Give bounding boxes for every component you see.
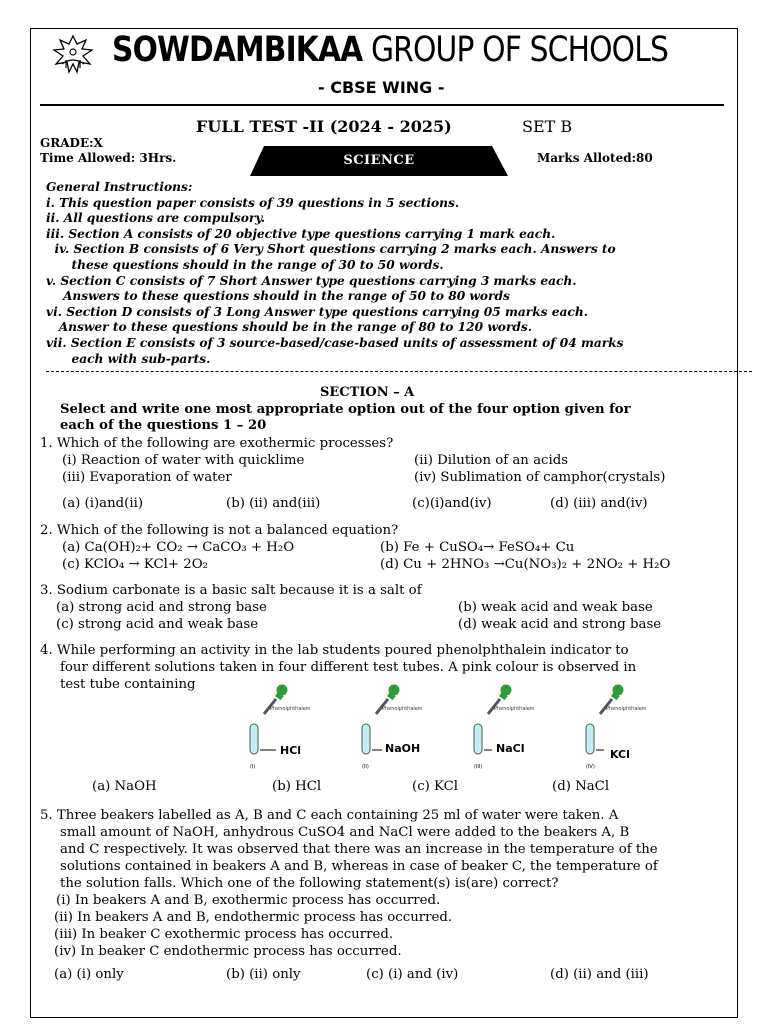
q3-option-d: (d) weak acid and strong base bbox=[458, 617, 662, 632]
q1-option-d: (d) (iii) and(iv) bbox=[550, 496, 648, 511]
q3-option-c: (c) strong acid and weak base bbox=[56, 617, 259, 632]
grade-label: GRADE:X bbox=[40, 136, 103, 150]
dropper-label: Phenolphthalein bbox=[606, 706, 647, 712]
instruction-line: these questions should in the range of 30 to 50 words. bbox=[46, 257, 444, 272]
school-name-rest: GROUP OF SCHOOLS bbox=[362, 30, 668, 70]
test-tube-4 bbox=[586, 685, 646, 771]
q3-option-a: (a) strong acid and strong base bbox=[56, 600, 267, 615]
q5-statement: (iii) In beaker C exothermic process has occurred. bbox=[54, 927, 394, 942]
instruction-line: v. Section C consists of 7 Short Answer type questions carrying 3 marks each. bbox=[46, 273, 577, 288]
dropper-label: Phenolphthalein bbox=[382, 706, 423, 712]
q5-text-line: the solution falls. Which one of the following statement(s) is(are) correct? bbox=[60, 876, 559, 891]
q4-option-c: (c) KCl bbox=[412, 779, 459, 794]
school-name bbox=[112, 30, 668, 70]
q3-text: 3. Sodium carbonate is a basic salt because it is a salt of bbox=[40, 583, 422, 598]
q5-option-a: (a) (i) only bbox=[54, 967, 124, 982]
tube-solution-label: KCl bbox=[610, 748, 630, 761]
marks-allotted: Marks Alloted:80 bbox=[537, 151, 653, 165]
q5-text-line: 5. Three beakers labelled as A, B and C each containing 25 ml of water were taken. A bbox=[40, 808, 619, 823]
q4-text-line: test tube containing bbox=[60, 677, 196, 692]
q5-text-line: and C respectively. It was observed that there was an increase in the temperature of the bbox=[60, 842, 658, 857]
dropper-label: Phenolphthalein bbox=[270, 706, 311, 712]
instructions-heading: General Instructions: bbox=[46, 180, 193, 194]
section-a-title: SECTION – A bbox=[320, 385, 415, 400]
section-instruction-line: each of the questions 1 – 20 bbox=[60, 418, 267, 433]
tube-number: (II) bbox=[362, 764, 369, 770]
q2-option-b: (b) Fe + CuSO₄→ FeSO₄+ Cu bbox=[380, 540, 575, 555]
tube-number: (I) bbox=[250, 764, 256, 770]
tube-number: (IV) bbox=[586, 764, 595, 770]
q5-option-b: (b) (ii) only bbox=[226, 967, 301, 982]
q2-option-a: (a) Ca(OH)₂+ CO₂ → CaCO₃ + H₂O bbox=[62, 540, 295, 555]
q1-statement: (iv) Sublimation of camphor(crystals) bbox=[414, 470, 666, 485]
section-instruction-line: Select and write one most appropriate option out of the four option given for bbox=[60, 402, 631, 417]
school-name-bold: SOWDAMBIKAA bbox=[112, 30, 363, 70]
test-tube-3 bbox=[474, 685, 534, 771]
instruction-line: vii. Section E consists of 3 source-based/case-based units of assessment of 04 marks bbox=[46, 335, 624, 350]
wing-label: - CBSE WING - bbox=[318, 78, 445, 97]
q4-text-line: 4. While performing an activity in the lab students poured phenolphthalein indicator to bbox=[40, 643, 629, 658]
instruction-line: ii. All questions are compulsory. bbox=[46, 211, 266, 226]
q5-statement: (i) In beakers A and B, exothermic process has occurred. bbox=[56, 893, 441, 908]
tube-solution-label: HCl bbox=[280, 744, 302, 757]
q5-option-c: (c) (i) and (iv) bbox=[366, 967, 459, 982]
q4-option-a: (a) NaOH bbox=[92, 779, 157, 794]
tube-number: (III) bbox=[474, 764, 483, 770]
q1-option-b: (b) (ii) and(iii) bbox=[226, 496, 321, 511]
q5-statement: (iv) In beaker C endothermic process has occurred. bbox=[54, 944, 402, 959]
q1-text: 1. Which of the following are exothermic processes? bbox=[40, 436, 394, 451]
q1-statement: (ii) Dilution of an acids bbox=[414, 453, 569, 468]
instruction-line: i. This question paper consists of 39 questions in 5 sections. bbox=[46, 195, 460, 210]
tube-solution-label: NaCl bbox=[496, 742, 525, 755]
instruction-line: Answers to these questions should in the range of 50 to 80 words bbox=[46, 289, 510, 304]
q3-option-b: (b) weak acid and weak base bbox=[458, 600, 653, 615]
dashed-divider bbox=[46, 371, 752, 372]
instruction-line: each with sub-parts. bbox=[46, 351, 211, 366]
q5-option-d: (d) (ii) and (iii) bbox=[550, 967, 649, 982]
tube-solution-label: NaOH bbox=[385, 742, 421, 755]
subject-title: SCIENCE bbox=[343, 153, 415, 168]
test-tube-1 bbox=[250, 685, 310, 771]
q4-option-d: (d) NaCl bbox=[552, 779, 610, 794]
q5-text-line: small amount of NaOH, anhydrous CuSO4 and NaCl were added to the beakers A, B bbox=[60, 825, 630, 840]
school-logo-icon bbox=[50, 34, 96, 74]
test-tube-2 bbox=[362, 685, 422, 771]
q2-option-c: (c) KClO₄ → KCl+ 2O₂ bbox=[62, 557, 208, 572]
q2-text: 2. Which of the following is not a balanced equation? bbox=[40, 523, 399, 538]
q2-option-d: (d) Cu + 2HNO₃ →Cu(NO₃)₂ + 2NO₂ + H₂O bbox=[380, 557, 671, 572]
q1-statement: (i) Reaction of water with quicklime bbox=[62, 453, 305, 468]
test-tubes-figure bbox=[240, 680, 660, 780]
instruction-line: vi. Section D consists of 3 Long Answer type questions carrying 05 marks each. bbox=[46, 304, 588, 319]
q5-statement: (ii) In beakers A and B, endothermic process has occurred. bbox=[54, 910, 453, 925]
instruction-line: iii. Section A consists of 20 objective type questions carrying 1 mark each. bbox=[46, 226, 556, 241]
q4-option-b: (b) HCl bbox=[272, 779, 322, 794]
q1-option-c: (c)(i)and(iv) bbox=[412, 496, 492, 511]
instruction-line: Answer to these questions should be in the range of 80 to 120 words. bbox=[46, 320, 532, 335]
test-title: FULL TEST -II (2024 - 2025) bbox=[196, 117, 452, 136]
q5-text-line: solutions contained in beakers A and B, whereas in case of beaker C, the temperature of bbox=[60, 859, 658, 874]
section-a-instructions bbox=[60, 402, 631, 434]
dropper-label: Phenolphthalein bbox=[494, 706, 535, 712]
q1-statement: (iii) Evaporation of water bbox=[62, 470, 232, 485]
header-divider bbox=[40, 104, 724, 106]
general-instructions bbox=[46, 180, 623, 367]
q4-text-line: four different solutions taken in four different test tubes. A pink colour is observed in bbox=[60, 660, 637, 675]
q1-option-a: (a) (i)and(ii) bbox=[62, 496, 144, 511]
set-label: SET B bbox=[522, 117, 573, 136]
time-allowed: Time Allowed: 3Hrs. bbox=[40, 151, 177, 165]
instruction-line: iv. Section B consists of 6 Very Short questions carrying 2 marks each. Answers to bbox=[46, 242, 616, 257]
